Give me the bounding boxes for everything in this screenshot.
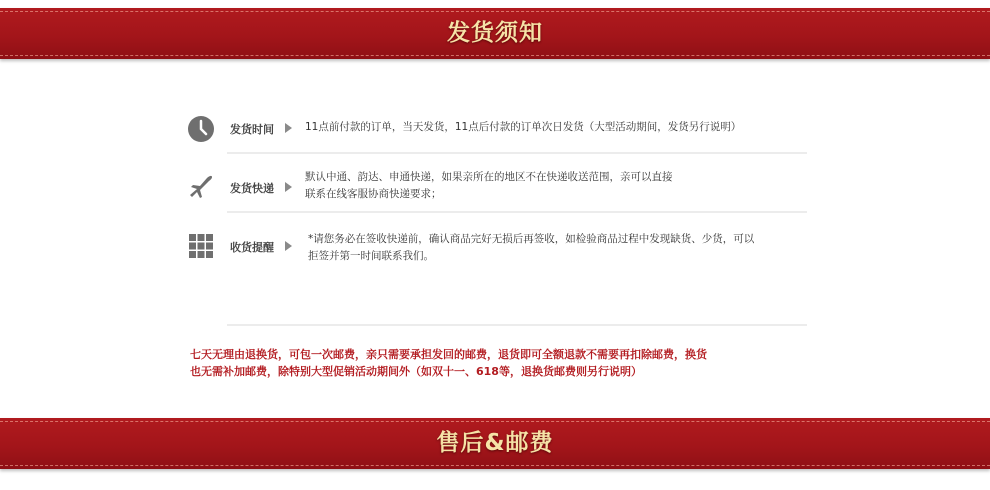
arrow-right-icon — [285, 182, 292, 192]
shipping-time-label: 发货时间 — [230, 123, 274, 136]
courier-text-line2: 联系在线客服协商快递要求； — [305, 188, 442, 200]
after-sales-title: 售后&邮费 — [436, 430, 554, 456]
return-policy-line2: 也无需补加邮费，除特别大型促销活动期间外（如双十一、618等，退换货邮费则另行说明） — [190, 365, 642, 378]
courier-text-line1: 默认中通、韵达、申通快递，如果亲所在的地区不在快递收送范围，亲可以直接 — [305, 171, 673, 183]
shipping-notice-banner — [0, 8, 990, 59]
after-sales-banner — [0, 418, 990, 469]
row-divider — [227, 152, 807, 154]
airplane-icon — [187, 171, 215, 199]
row-divider — [227, 211, 807, 213]
section-divider — [227, 324, 807, 326]
grid-icon — [187, 232, 215, 260]
receiving-reminder-label: 收货提醒 — [230, 241, 274, 254]
return-policy-line1: 七天无理由退换货，可包一次邮费，亲只需要承担发回的邮费，退货即可全额退款不需要再扣除邮费，换货 — [190, 348, 707, 361]
arrow-right-icon — [285, 123, 292, 133]
arrow-right-icon — [285, 241, 292, 251]
receiving-reminder-text-line2: 拒签并第一时间联系我们。 — [308, 250, 434, 262]
courier-label: 发货快递 — [230, 182, 274, 195]
shipping-notice-title: 发货须知 — [447, 20, 543, 46]
receiving-reminder-text-line1: *请您务必在签收快递前，确认商品完好无损后再签收，如检验商品过程中发现缺货、少货，可以 — [308, 233, 755, 245]
clock-icon — [187, 115, 215, 143]
return-policy-note — [190, 346, 707, 380]
shipping-time-text: 11点前付款的订单，当天发货，11点后付款的订单次日发货（大型活动期间，发货另行说明） — [305, 121, 742, 133]
